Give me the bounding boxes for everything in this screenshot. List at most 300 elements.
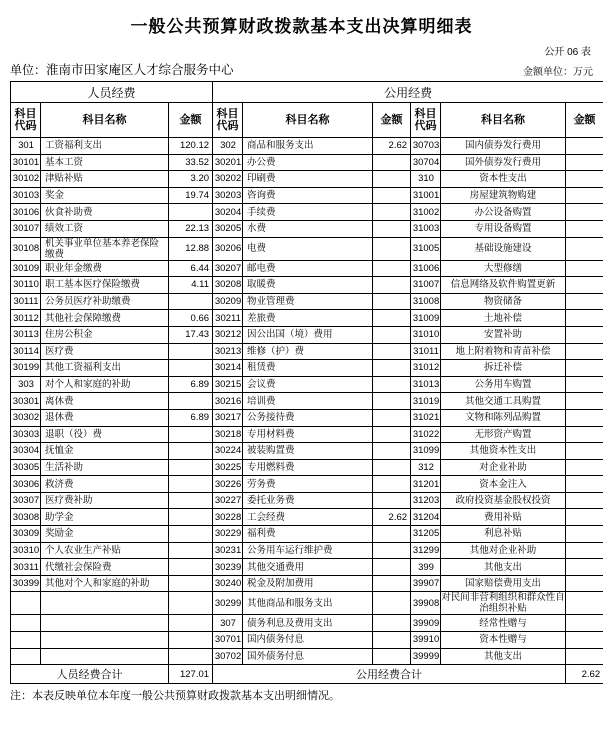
cell-amount-public-a	[373, 393, 411, 410]
cell-code-public-b: 31002	[411, 204, 441, 221]
cell-name-public-a: 其他交通费用	[243, 559, 373, 576]
cell-code-public-b: 31205	[411, 526, 441, 543]
cell-name-public-b: 国家赔偿费用支出	[441, 575, 566, 592]
cell-amount-public-b	[566, 632, 603, 649]
cell-amount-public-b	[566, 426, 603, 443]
cell-amount-public-a	[373, 343, 411, 360]
cell-amount-personnel: 19.74	[169, 187, 213, 204]
cell-code-public-a: 30226	[213, 476, 243, 493]
cell-code-public-b: 30703	[411, 138, 441, 155]
cell-name-personnel: 奖金	[41, 187, 169, 204]
cell-code-public-b: 39907	[411, 575, 441, 592]
cell-name-personnel: 其他工资福利支出	[41, 360, 169, 377]
cell-code-personnel: 30307	[11, 492, 41, 509]
cell-amount-public-a	[373, 277, 411, 294]
cell-code-public-a: 30202	[213, 171, 243, 188]
cell-name-public-a: 国内债务付息	[243, 632, 373, 649]
cell-name-public-b: 房屋建筑物购建	[441, 187, 566, 204]
cell-amount-public-a	[373, 171, 411, 188]
cell-code-public-b: 31022	[411, 426, 441, 443]
cell-code-public-b: 31006	[411, 260, 441, 277]
cell-amount-public-a	[373, 154, 411, 171]
cell-name-personnel: 伙食补助费	[41, 204, 169, 221]
cell-code-personnel: 30309	[11, 526, 41, 543]
cell-name-personnel: 公务员医疗补助缴费	[41, 293, 169, 310]
cell-name-public-a: 商品和服务支出	[243, 138, 373, 155]
cell-name-public-a: 邮电费	[243, 260, 373, 277]
cell-name-public-a: 委托业务费	[243, 492, 373, 509]
cell-amount-personnel: 6.89	[169, 409, 213, 426]
cell-code-public-a: 30228	[213, 509, 243, 526]
cell-name-personnel: 绩效工资	[41, 220, 169, 237]
cell-name-public-a: 办公费	[243, 154, 373, 171]
cell-code-personnel: 30199	[11, 360, 41, 377]
cell-name-public-b: 对民间非营利组织和群众性自治组织补贴	[441, 592, 565, 615]
cell-amount-public-a	[373, 648, 411, 665]
cell-code-personnel	[11, 615, 41, 632]
cell-amount-personnel: 6.89	[169, 376, 213, 393]
cell-code-public-a: 30215	[213, 376, 243, 393]
cell-code-public-b: 31203	[411, 492, 441, 509]
table-row	[11, 138, 603, 155]
cell-code-public-b: 39909	[411, 615, 441, 632]
cell-name-personnel: 基本工资	[41, 154, 169, 171]
cell-code-public-b: 312	[411, 459, 441, 476]
table-row	[11, 409, 603, 426]
th-amount-3: 金额	[566, 103, 603, 138]
cell-name-personnel: 奖励金	[41, 526, 169, 543]
th-code-3: 科目代码	[411, 103, 441, 138]
cell-name-public-b: 其他支出	[441, 559, 566, 576]
cell-amount-public-b	[566, 526, 603, 543]
cell-amount-public-b	[566, 509, 603, 526]
cell-name-personnel: 津贴补贴	[41, 171, 169, 188]
cell-name-public-b: 对企业补助	[441, 459, 566, 476]
cell-amount-personnel: 12.88	[169, 237, 213, 260]
cell-name-public-b: 文物和陈列品购置	[441, 409, 566, 426]
cell-amount-public-a	[373, 310, 411, 327]
cell-code-public-a: 30229	[213, 526, 243, 543]
cell-amount-public-b	[566, 443, 603, 460]
cell-name-public-b: 经常性赠与	[441, 615, 566, 632]
cell-code-public-b: 31003	[411, 220, 441, 237]
cell-code-personnel: 303	[11, 376, 41, 393]
cell-code-personnel: 30305	[11, 459, 41, 476]
cell-name-public-a: 劳务费	[243, 476, 373, 493]
table-row	[11, 237, 603, 260]
cell-amount-public-a	[373, 459, 411, 476]
table-row	[11, 293, 603, 310]
cell-amount-public-b	[566, 220, 603, 237]
cell-code-personnel: 30306	[11, 476, 41, 493]
cell-amount-public-a	[373, 526, 411, 543]
cell-amount-personnel	[169, 492, 213, 509]
page-title: 一般公共预算财政拨款基本支出决算明细表	[130, 17, 473, 36]
table-row	[11, 426, 603, 443]
cell-amount-public-b	[566, 326, 603, 343]
cell-name-public-a: 物业管理费	[243, 293, 373, 310]
cell-code-public-a: 30208	[213, 277, 243, 294]
cell-name-public-b: 地上附着物和青苗补偿	[441, 343, 566, 360]
cell-name-public-b: 土地补偿	[441, 310, 566, 327]
cell-amount-public-b	[566, 492, 603, 509]
cell-code-public-b: 31010	[411, 326, 441, 343]
table-row	[11, 326, 603, 343]
table-row	[11, 171, 603, 188]
cell-name-public-a: 公务用车运行维护费	[243, 542, 373, 559]
cell-code-public-a: 30216	[213, 393, 243, 410]
cell-code-personnel: 30303	[11, 426, 41, 443]
cell-name-personnel: 对个人和家庭的补助	[41, 376, 169, 393]
cell-amount-public-b	[566, 559, 603, 576]
table-row	[11, 376, 603, 393]
cell-name-public-b: 信息网络及软件购置更新	[441, 277, 566, 294]
cell-amount-public-a	[373, 559, 411, 576]
table-row	[11, 459, 603, 476]
cell-amount-public-b	[566, 476, 603, 493]
cell-code-public-a: 307	[213, 615, 243, 632]
table-row	[11, 204, 603, 221]
group-header-row	[11, 82, 603, 103]
cell-code-personnel: 30106	[11, 204, 41, 221]
cell-amount-public-a: 2.62	[373, 138, 411, 155]
cell-name-public-b: 大型修缮	[441, 260, 566, 277]
cell-code-personnel	[11, 648, 41, 665]
cell-name-public-a: 手续费	[243, 204, 373, 221]
cell-name-personnel: 机关事业单位基本养老保险缴费	[41, 237, 169, 260]
cell-name-personnel: 个人农业生产补贴	[41, 542, 169, 559]
cell-amount-personnel	[169, 204, 213, 221]
cell-name-public-b: 专用设备购置	[441, 220, 566, 237]
cell-amount-personnel: 120.12	[169, 138, 213, 155]
table-row	[11, 575, 603, 592]
th-code-2: 科目代码	[213, 103, 243, 138]
cell-name-personnel	[41, 615, 169, 632]
cell-amount-personnel	[169, 360, 213, 377]
cell-amount-public-a	[373, 575, 411, 592]
cell-name-personnel: 其他社会保障缴费	[41, 310, 169, 327]
cell-amount-public-a	[373, 376, 411, 393]
cell-code-personnel: 30111	[11, 293, 41, 310]
cell-code-public-b: 31011	[411, 343, 441, 360]
public-total-label: 公用经费合计	[213, 665, 566, 684]
table-row	[11, 509, 603, 526]
cell-name-public-b: 其他交通工具购置	[441, 393, 566, 410]
table-row	[11, 260, 603, 277]
cell-name-public-a: 公务接待费	[243, 409, 373, 426]
cell-name-public-b: 其他支出	[441, 648, 566, 665]
cell-code-personnel: 30112	[11, 310, 41, 327]
cell-name-public-b: 公务用车购置	[441, 376, 566, 393]
cell-code-public-a: 30212	[213, 326, 243, 343]
cell-code-public-a: 30225	[213, 459, 243, 476]
cell-amount-personnel: 17.43	[169, 326, 213, 343]
cell-amount-personnel	[169, 542, 213, 559]
cell-code-personnel: 30110	[11, 277, 41, 294]
cell-code-public-a: 30227	[213, 492, 243, 509]
table-row	[11, 526, 603, 543]
cell-name-personnel: 住房公积金	[41, 326, 169, 343]
table-row	[11, 277, 603, 294]
cell-code-public-b: 31012	[411, 360, 441, 377]
cell-name-personnel	[41, 648, 169, 665]
cell-code-public-b: 31021	[411, 409, 441, 426]
cell-name-personnel: 职工基本医疗保险缴费	[41, 277, 169, 294]
table-row	[11, 154, 603, 171]
cell-code-public-a: 302	[213, 138, 243, 155]
cell-name-public-a: 培训费	[243, 393, 373, 410]
cell-name-public-a: 其他商品和服务支出	[243, 592, 373, 615]
cell-code-public-a: 30224	[213, 443, 243, 460]
cell-amount-public-a	[373, 632, 411, 649]
cell-code-personnel: 30113	[11, 326, 41, 343]
th-name-2: 科目名称	[243, 103, 373, 138]
form-number-line	[10, 43, 593, 60]
cell-code-public-a: 30701	[213, 632, 243, 649]
cell-name-public-a: 租赁费	[243, 360, 373, 377]
cell-amount-public-b	[566, 154, 603, 171]
cell-amount-public-a	[373, 260, 411, 277]
cell-amount-public-b	[566, 393, 603, 410]
group-header-public: 公用经费	[213, 82, 603, 103]
cell-name-public-a: 福利费	[243, 526, 373, 543]
cell-name-personnel: 离休费	[41, 393, 169, 410]
cell-code-personnel: 30311	[11, 559, 41, 576]
cell-amount-public-b	[566, 575, 603, 592]
cell-code-personnel: 30103	[11, 187, 41, 204]
cell-amount-public-b	[566, 138, 603, 155]
cell-amount-personnel	[169, 426, 213, 443]
cell-code-public-b: 31013	[411, 376, 441, 393]
unit-row	[10, 60, 593, 81]
cell-name-personnel: 抚恤金	[41, 443, 169, 460]
cell-amount-public-b	[566, 409, 603, 426]
cell-name-personnel: 工资福利支出	[41, 138, 169, 155]
table-row	[11, 492, 603, 509]
table-row	[11, 632, 603, 649]
cell-amount-public-a	[373, 592, 411, 615]
cell-name-public-a: 差旅费	[243, 310, 373, 327]
cell-name-public-a: 取暖费	[243, 277, 373, 294]
cell-code-personnel	[11, 632, 41, 649]
personnel-total-label: 人员经费合计	[11, 665, 169, 684]
cell-amount-public-b	[566, 204, 603, 221]
column-header-row	[11, 103, 603, 138]
cell-name-public-b: 办公设备购置	[441, 204, 566, 221]
cell-name-public-b: 无形资产购置	[441, 426, 566, 443]
cell-name-public-a: 专用材料费	[243, 426, 373, 443]
cell-amount-personnel	[169, 648, 213, 665]
cell-amount-public-a	[373, 293, 411, 310]
cell-name-public-a: 国外债务付息	[243, 648, 373, 665]
cell-name-personnel	[41, 632, 169, 649]
budget-table	[10, 81, 603, 684]
cell-name-public-b: 安置补助	[441, 326, 566, 343]
cell-code-public-b: 39908	[411, 592, 441, 615]
cell-amount-public-b	[566, 171, 603, 188]
cell-code-public-a: 30213	[213, 343, 243, 360]
table-row	[11, 476, 603, 493]
cell-amount-personnel	[169, 443, 213, 460]
cell-name-personnel: 生活补助	[41, 459, 169, 476]
cell-amount-public-a	[373, 542, 411, 559]
th-name-3: 科目名称	[441, 103, 566, 138]
cell-name-personnel: 助学金	[41, 509, 169, 526]
cell-name-public-b: 利息补贴	[441, 526, 566, 543]
cell-code-public-b: 31019	[411, 393, 441, 410]
table-note: 注：本表反映单位本年度一般公共预算财政拨款基本支出明细情况。	[10, 690, 340, 703]
cell-amount-public-b	[566, 310, 603, 327]
cell-amount-personnel	[169, 293, 213, 310]
cell-amount-public-a	[373, 492, 411, 509]
cell-code-public-a: 30702	[213, 648, 243, 665]
cell-amount-personnel	[169, 575, 213, 592]
cell-code-personnel: 30399	[11, 575, 41, 592]
cell-code-public-a: 30203	[213, 187, 243, 204]
cell-name-public-b: 其他对企业补助	[441, 542, 566, 559]
cell-amount-public-b	[566, 360, 603, 377]
group-header-personnel: 人员经费	[11, 82, 213, 103]
cell-code-public-b: 30704	[411, 154, 441, 171]
cell-name-public-b: 基础设施建设	[441, 237, 566, 260]
cell-name-public-a: 因公出国（境）费用	[243, 326, 373, 343]
public-total-value: 2.62	[566, 665, 603, 684]
cell-amount-personnel	[169, 459, 213, 476]
cell-code-public-b: 31099	[411, 443, 441, 460]
table-body	[11, 138, 603, 665]
cell-name-personnel: 职业年金缴费	[41, 260, 169, 277]
table-row	[11, 343, 603, 360]
cell-name-public-a: 会议费	[243, 376, 373, 393]
cell-name-public-a: 水费	[243, 220, 373, 237]
cell-name-personnel: 医疗费	[41, 343, 169, 360]
unit-name: 淮南市田家庵区人才综合服务中心	[46, 63, 234, 77]
cell-code-personnel: 30302	[11, 409, 41, 426]
cell-code-public-a: 30205	[213, 220, 243, 237]
cell-amount-public-a: 2.62	[373, 509, 411, 526]
table-row	[11, 443, 603, 460]
cell-code-personnel: 30101	[11, 154, 41, 171]
cell-amount-public-b	[566, 376, 603, 393]
th-amount-1: 金额	[169, 103, 213, 138]
cell-code-public-a: 30214	[213, 360, 243, 377]
cell-code-public-b: 31005	[411, 237, 441, 260]
cell-name-public-a: 印刷费	[243, 171, 373, 188]
totals-row	[11, 665, 603, 684]
cell-code-public-a: 30240	[213, 575, 243, 592]
form-number: 公开 06 表	[544, 47, 591, 58]
cell-code-public-b: 31009	[411, 310, 441, 327]
cell-amount-public-b	[566, 648, 603, 665]
cell-amount-personnel	[169, 393, 213, 410]
cell-name-personnel: 救济费	[41, 476, 169, 493]
cell-amount-public-a	[373, 237, 411, 260]
cell-amount-public-b	[566, 277, 603, 294]
cell-code-personnel	[11, 592, 41, 615]
table-row	[11, 360, 603, 377]
cell-amount-public-b	[566, 459, 603, 476]
cell-amount-public-b	[566, 615, 603, 632]
cell-code-personnel: 30102	[11, 171, 41, 188]
cell-amount-personnel	[169, 592, 213, 615]
cell-name-public-b: 资本金注入	[441, 476, 566, 493]
cell-code-public-a: 30211	[213, 310, 243, 327]
table-row	[11, 592, 603, 615]
cell-name-public-a: 电费	[243, 237, 373, 260]
cell-name-public-b: 物资储备	[441, 293, 566, 310]
cell-code-public-a: 30299	[213, 592, 243, 615]
cell-code-public-a: 30209	[213, 293, 243, 310]
cell-code-personnel: 30301	[11, 393, 41, 410]
table-row	[11, 393, 603, 410]
cell-name-public-b: 国外债券发行费用	[441, 154, 566, 171]
cell-code-public-a: 30201	[213, 154, 243, 171]
cell-code-public-b: 31204	[411, 509, 441, 526]
cell-code-public-b: 31299	[411, 542, 441, 559]
cell-name-public-b: 资本性赠与	[441, 632, 566, 649]
cell-amount-personnel	[169, 526, 213, 543]
cell-amount-personnel: 3.20	[169, 171, 213, 188]
cell-code-public-b: 39910	[411, 632, 441, 649]
cell-amount-personnel: 0.66	[169, 310, 213, 327]
cell-amount-personnel	[169, 632, 213, 649]
cell-name-public-a: 咨询费	[243, 187, 373, 204]
cell-name-public-b: 政府投资基金股权投资	[441, 492, 566, 509]
cell-name-public-a: 被装购置费	[243, 443, 373, 460]
cell-code-personnel: 30310	[11, 542, 41, 559]
cell-amount-public-a	[373, 326, 411, 343]
cell-code-public-b: 31008	[411, 293, 441, 310]
cell-amount-public-b	[566, 237, 603, 260]
cell-name-personnel: 其他对个人和家庭的补助	[41, 575, 169, 592]
cell-name-public-a: 专用燃料费	[243, 459, 373, 476]
cell-amount-public-a	[373, 220, 411, 237]
cell-code-personnel: 30107	[11, 220, 41, 237]
cell-amount-personnel: 33.52	[169, 154, 213, 171]
cell-code-personnel: 30109	[11, 260, 41, 277]
cell-code-public-b: 310	[411, 171, 441, 188]
cell-amount-personnel	[169, 559, 213, 576]
cell-name-public-b: 拆迁补偿	[441, 360, 566, 377]
cell-amount-public-b	[566, 592, 603, 615]
cell-name-public-b: 国内债券发行费用	[441, 138, 566, 155]
cell-code-personnel: 30304	[11, 443, 41, 460]
cell-amount-public-b	[566, 293, 603, 310]
cell-amount-personnel	[169, 615, 213, 632]
cell-code-public-b: 31007	[411, 277, 441, 294]
table-row	[11, 310, 603, 327]
table-row	[11, 648, 603, 665]
cell-amount-public-a	[373, 443, 411, 460]
personnel-total-value: 127.01	[169, 665, 213, 684]
cell-code-public-a: 30217	[213, 409, 243, 426]
cell-code-public-b: 31201	[411, 476, 441, 493]
cell-amount-personnel: 4.11	[169, 277, 213, 294]
cell-amount-personnel	[169, 509, 213, 526]
unit-label: 单位：	[10, 63, 47, 77]
cell-name-public-b: 费用补贴	[441, 509, 566, 526]
cell-code-public-a: 30207	[213, 260, 243, 277]
th-code-1: 科目代码	[11, 103, 41, 138]
cell-code-personnel: 30114	[11, 343, 41, 360]
unit-block	[10, 60, 234, 78]
cell-name-personnel: 退职（役）费	[41, 426, 169, 443]
cell-amount-public-a	[373, 360, 411, 377]
cell-code-public-b: 31001	[411, 187, 441, 204]
cell-code-public-a: 30218	[213, 426, 243, 443]
cell-code-personnel: 30308	[11, 509, 41, 526]
cell-code-public-a: 30231	[213, 542, 243, 559]
